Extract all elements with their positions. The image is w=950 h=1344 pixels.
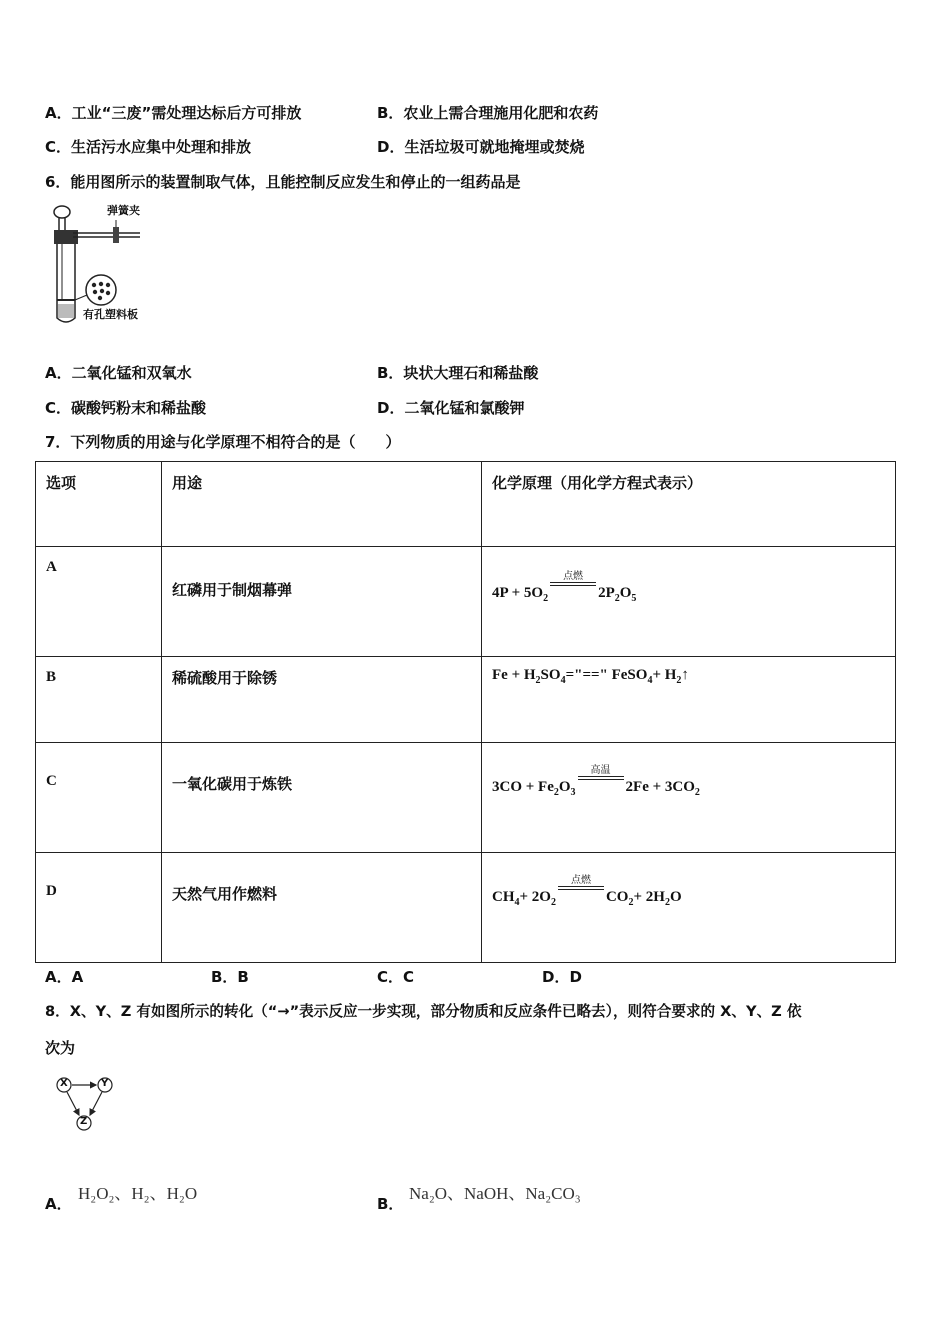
table-row <box>36 547 896 657</box>
condition-label: 点燃 <box>570 875 591 886</box>
q7-answer-d: D．D <box>542 968 582 986</box>
row-option: D <box>36 853 162 963</box>
plate-label: 有孔塑料板 <box>83 308 138 321</box>
q7-answer-a: A．A <box>45 968 84 986</box>
q8-stem-line2: 次为 <box>45 1039 76 1057</box>
q6-option-b: B．块状大理石和稀盐酸 <box>377 364 539 382</box>
header-option: 选项 <box>36 462 162 547</box>
row-equation: $Fe + H_2SO_4="==$" FeSO$_4$+ $H_2↑$ <box>482 657 896 743</box>
node-y: Y <box>101 1078 109 1089</box>
row-use: 红磷用于制烟幕弹 <box>162 547 482 657</box>
table-row <box>36 743 896 853</box>
condition-label: 高温 <box>590 765 611 776</box>
row-use: 天然气用作燃料 <box>162 853 482 963</box>
q5-option-d: D．生活垃圾可就地掩埋或焚烧 <box>377 138 585 156</box>
q8-option-b: Na₂O、NaOH、Na₂CO₃ <box>409 1184 581 1203</box>
q6-stem: 6．能用图所示的装置制取气体，且能控制反应发生和停止的一组药品是 <box>45 173 521 191</box>
q6-option-d: D．二氧化锰和氯酸钾 <box>377 399 525 417</box>
q7-answer-b: B．B <box>211 968 249 986</box>
row-option: A <box>36 547 162 657</box>
condition-label: 点燃 <box>563 571 584 582</box>
q7-table <box>35 461 896 963</box>
q5-option-a: A．工业“三废”需处理达标后方可排放 <box>45 104 302 122</box>
q6-apparatus-figure <box>45 200 170 330</box>
table-row <box>36 853 896 963</box>
q8-option-a: H₂O₂、H₂、H₂O <box>78 1184 198 1203</box>
q5-option-b: B．农业上需合理施用化肥和农药 <box>377 104 599 122</box>
q6-option-a: A．二氧化锰和双氧水 <box>45 364 192 382</box>
q7-stem: 7．下列物质的用途与化学原理不相符合的是（ ） <box>45 433 401 451</box>
header-use: 用途 <box>162 462 482 547</box>
row-equation: $CH_4+ 2O_2$ 点燃 $CO_2+ 2H_2O$ <box>482 853 896 963</box>
q7-answer-c: C．C <box>377 968 415 986</box>
q8-option-a-label: A． <box>45 1195 72 1213</box>
row-option: B <box>36 657 162 743</box>
table-header-row <box>36 462 896 547</box>
row-option: C <box>36 743 162 853</box>
row-use: 稀硫酸用于除锈 <box>162 657 482 743</box>
q8-option-b-label: B． <box>377 1195 404 1213</box>
clamp-label: 弹簧夹 <box>107 204 140 217</box>
q6-option-c: C．碳酸钙粉末和稀盐酸 <box>45 399 207 417</box>
node-x: X <box>60 1078 68 1089</box>
q5-option-c: C．生活污水应集中处理和排放 <box>45 138 252 156</box>
row-equation: $4P + 5O_2$ 点燃 $2P_2O_5$ <box>482 547 896 657</box>
node-z: Z <box>80 1116 88 1127</box>
xyz-conversion-diagram <box>52 1073 118 1133</box>
row-equation: $3CO + Fe_2O_3$ 高温 $2Fe + 3CO_2$ <box>482 743 896 853</box>
row-use: 一氧化碳用于炼铁 <box>162 743 482 853</box>
table-row <box>36 657 896 743</box>
q8-stem-line1: 8．X、Y、Z 有如图所示的转化（“→”表示反应一步实现，部分物质和反应条件已略去），则符合要求的 X、Y、Z 依 <box>45 1003 802 1020</box>
header-principle: 化学原理（用化学方程式表示） <box>482 462 896 547</box>
